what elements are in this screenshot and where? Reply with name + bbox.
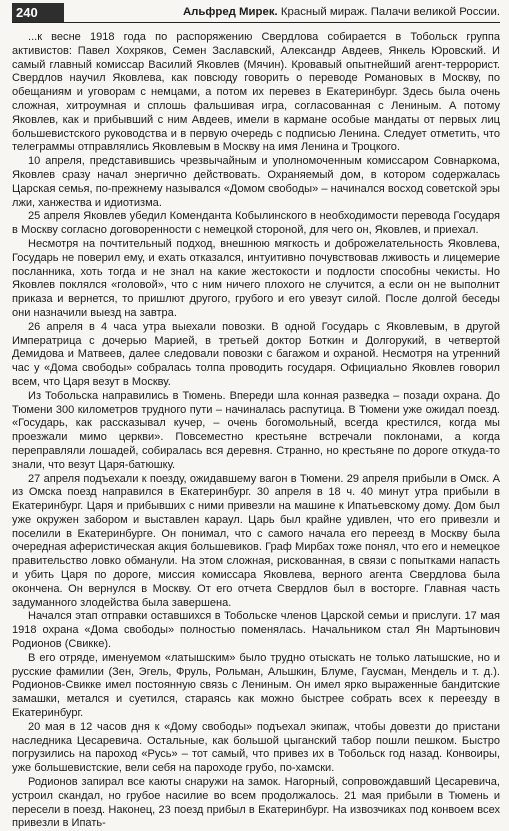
paragraph: 25 апреля Яковлев убедил Коменданта Кобылинского в необходимости перевода Государя в Москву согласно договоренности с немецкой стороной, для чего он, Яковлев, и приехал. (12, 210, 500, 237)
paragraph: Из Тобольска направились в Тюмень. Впереди шла конная разведка – позади охрана. До Тюмени 300 километров трудного пути – начиналась распутица. В Тюмени уже ожидал поезд. «Государь, как рассказывал кучер, – очень богомольный, всегда крестился, когда мы проезжали мимо церкви». Повсеместно крестьяне встречали поклонами, а когда переправляли лошадей, собиралась вся деревня. Странно, но крестьяне по дороге откуда-то знали, что везут Царя-батюшку. (12, 389, 500, 471)
paragraph: 26 апреля в 4 часа утра выехали повозки. В одной Государь с Яковлевым, в другой Императрица с дочерью Марией, в третьей доктор Боткин и Долгорукий, в четвертой Демидова и Матвеев, далее следовали повозки с багажом и охраной. Несмотря на утренний час у «Дома свободы» собралась толпа проводить государя. Официально Яковлев говорил всем, что Царя везут в Москву. (12, 320, 500, 388)
paragraph: 10 апреля, представившись чрезвычайным и уполномоченным комиссаром Совнаркома, Яковлев сразу начал энергично действовать. Охраняемый дом, в котором содержалась Царская семья, по-прежнему называлcя «Домом свободы» – начинался восход советской эры лжи, ханжества и идиотизма. (12, 155, 500, 209)
paragraph: Несмотря на почтительный подход, внешнюю мягкость и доброжелательность Яковлева, Государь не поверил ему, и ехать отказался, интуитивно почувствовав лживость и лицемерие посланника, хоть тогда и не знал на какие жестокости и подлости способны чекисты. Но Яковлев поклялся «головой», что с ним ничего плохого не случится, а если он не выполнит приказа и вернется, то пришлют другого, грубого и его увезут силой. После долгой беседы они назначили выезд на завтра. (12, 237, 500, 319)
paragraph: Родионов запирал все каюты снаружи на замок. Нагорный, сопровождавший Цесаревича, устроил скандал, но грубое насилие во всем продолжалось. 21 мая прибыли в Тюмень и пересели в поезд. Наконец, 23 поезд прибыл в Екатеринбург. На извозчиках под конвоем всех привезли в Ипать- (12, 776, 500, 830)
paragraph: 20 мая в 12 часов дня к «Дому свободы» подъехал экипаж, чтобы довезти до пристани наследника Цесаревича. Остальные, как большой цыганский табор пошли пешком. Быстро погрузились на пароход «Русь» – тот самый, что привез их в Тобольск год назад. Конвоиры, уже большевистские, вели себя на пароходе грубо, по-хамски. (12, 720, 500, 775)
paragraph: 27 апреля подъехали к поезду, ожидавшему вагон в Тюмени. 29 апреля прибыли в Омск. А из Омска поезд направился в Екатеринбург. 30 апреля в 18 ч. 40 минут утра прибыли в Екатеринбург. Царя и прибывших с ними привезли на машине к Ипатьевскому дому. Дом был уже окружен забором и выставлен караул. Царь был крайне удивлен, что его привезли и поселили в Екатеринбурге. Он понимал, что с самого начала его переезд в Москву была очередная аферистическая акция большевиков. Граф Мирбах тоже понял, что его и немецкое правительство ловко обманули. На этом сложная, рискованная, в связи с попытками напасть и убить Царя по дороге, миссия комиссара Яковлева, верного агента Свердлова была окончена. Он вернулся в Москву. От его отчета Свердлов был в восторге. Главная часть задуманного злодейства была завершена. (12, 472, 500, 609)
page-number: 240 (12, 3, 64, 22)
paragraph: В его отряде, именуемом «латышским» было трудно отыскать не только латышские, но и русские фамилии (Зен, Эгель, Фруль, Рольман, Альшкин, Блуме, Гаусман, Мендель и т. д.). Родионов-Свикке имел постоянную связь с Лениным. Он имел ярко выраженные бандитские замашки, металcя и суетился, стараясь как можно быстрее собрать всех к переезду в Екатеринбург. (12, 651, 500, 720)
book-title: Красный мираж. Палачи великой России. (280, 6, 500, 18)
book-page (0, 3, 509, 830)
running-head (64, 3, 500, 22)
paragraph: ...к весне 1918 года по распоряжению Свердлова собирается в Тобольск группа активистов: Павел Хохряков, Семен Заславский, Александр Авдеев, Янкель Юровский. И самый главный комиссар Василий Яковлев (Мячин). Кровавый опытнейший агент-террорист. Свердлов научил Яковлева, как повсюду говорить о переводе Романовых в Москву, по обещаниям и уговорам с немцами, а потом их перевез в Екатеринбург. Здесь была очень сложная, хитроумная и сплошь фальшивая игра, согласованная с Лениным. А потому Яковлев, как и прибывший с ним Авдеев, имели в кармане особые мандаты от первых лиц большевистского руководства и в первую очередь с подписью Ленина. Следует отметить, что телеграммы отправлялись Яковлевым в Москву на имя Ленина и Троцкого. (12, 31, 500, 154)
author-name: Альфред Мирек. (182, 6, 278, 18)
page-header (12, 3, 500, 23)
paragraph: Начался этап отправки оставшихся в Тобольске членов Царской семьи и прислуги. 17 мая 1918 охрана «Дома свободы» полностью поменялась. Начальником стал Ян Мартынович Родионов (Свикке). (12, 610, 500, 651)
body-text (12, 31, 500, 831)
